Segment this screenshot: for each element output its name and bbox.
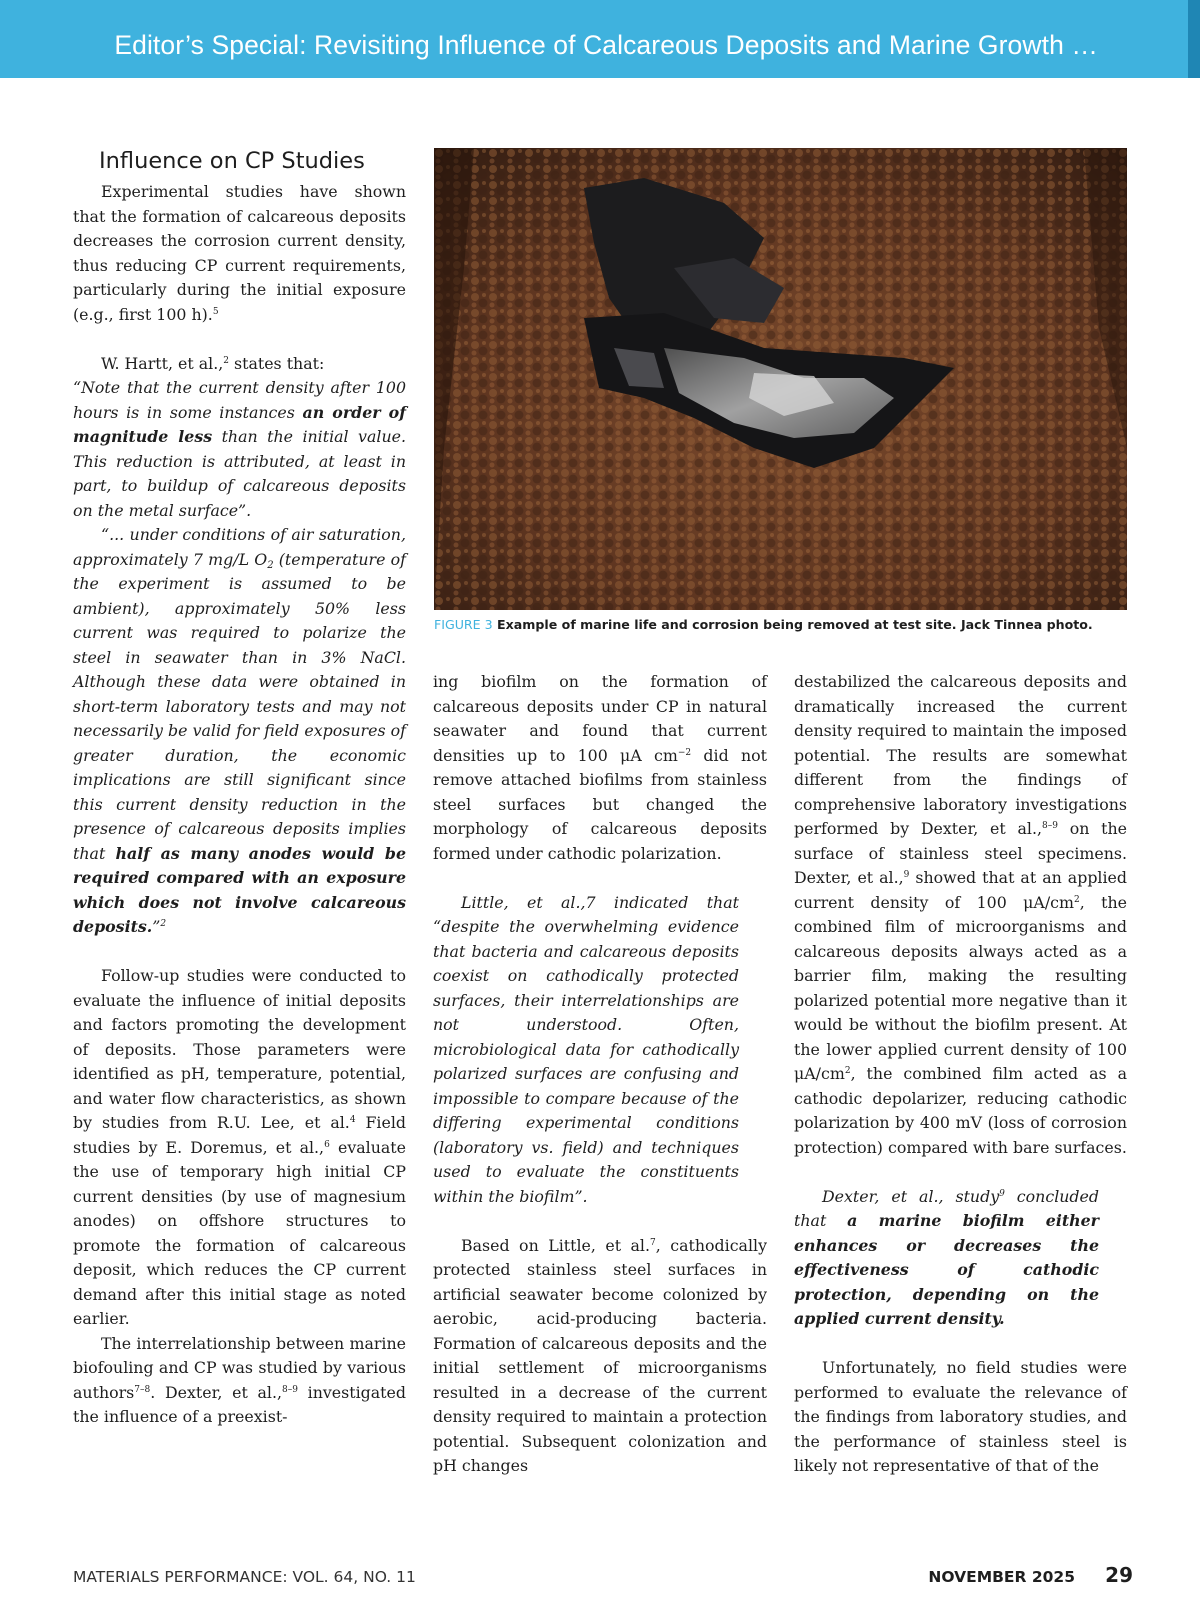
figure-label: FIGURE 3 — [434, 617, 493, 632]
citation-ref: 2 — [160, 919, 167, 929]
section-heading: Influence on CP Studies — [99, 148, 365, 174]
figure-3-photo — [434, 148, 1127, 610]
paragraph-destabilized: destabilized the calcareous deposits and dramatically increased the current density required to maintain the imposed potential. The results are somewhat different from the findings of comprehensive laboratory investigations performed by Dexter, et al.,$^{8-9}$ on the surface of stainless steel specimens. Dexter, et al.,$^9$ showed that at an applied current density of 100 $\mu A/cm^2$, the combined film of microorganisms and calcareous deposits always acted as a barrier film, making the resulting polarized potential more negative than it would be without the biofilm present. At the lower applied current density of 100 $\mu A/cm^2$, the combined film acted as a cathodic depolarizer, reducing cathodic polarization by 400 mV (loss of corrosion protection) compared with bare surfaces. — [794, 672, 1127, 1157]
page-number: 29 — [1105, 1563, 1133, 1587]
quote-intro-hartt: W. Hartt, et al.,$^2$ states that: — [101, 353, 325, 373]
figure-caption — [434, 617, 1127, 632]
citation-ref: 2 — [223, 355, 229, 366]
running-header-title: Editor’s Special: Revisiting Influence of Calcareous Deposits and Marine Growth … — [114, 30, 1098, 60]
column-1 — [73, 180, 406, 1430]
citation-ref: 5 — [212, 306, 219, 317]
column-2 — [433, 670, 767, 1479]
column-3 — [794, 670, 1127, 1479]
paragraph-interrelationship: The interrelationship between marine biofouling and CP was studied by various authors$^{7-8}$. Dexter, et al.,$^{8-9}$ investigated the influence of a preexist- — [73, 1333, 406, 1426]
paragraph-no-field-studies: Unfortunately, no field studies were performed to evaluate the relevance of the findings from laboratory studies, and the performance of stainless steel is likely not representative of that of the — [794, 1358, 1127, 1475]
header-edge-tab — [1188, 0, 1200, 78]
footer-date: NOVEMBER 2025 — [928, 1568, 1075, 1586]
quote-dexter: Dexter, et al., study$^9$ concluded that a marine biofilm either enhances or decreases the effectiveness of cathodic protection, depending on the applied current density. — [794, 1186, 1099, 1328]
footer-journal: MATERIALS PERFORMANCE: VOL. 64, NO. 11 — [73, 1568, 416, 1586]
header-band — [0, 0, 1188, 78]
quote-hartt-1: “Note that the current density after 100 hours is in some instances an order of magnitude less than the initial value. This reduction is attributed, at least in part, to buildup of calcareous deposits on the metal surface”. — [73, 378, 406, 520]
paragraph-little: Based on Little, et al.$^7$, cathodically protected stainless steel surfaces in artificial seawater become colonized by aerobic, acid-producing bacteria. Formation of calcareous deposits and the initial settlement of microorganisms resulted in a decrease of the current density required to maintain a protection potential. Subsequent colonization and pH changes — [433, 1235, 767, 1475]
paragraph-follow-up: Follow-up studies were conducted to evaluate the influence of initial deposits and factors promoting the development of deposits. Those parameters were identified as pH, temperature, potential, and water flow characteristics, as shown by studies from R.U. Lee, et al.$^4$ Field studies by E. Doremus, et al.,$^6$ evaluate the use of temporary high initial CP current densities (by use of magnesium anodes) on offshore structures to promote the formation of calcareous deposit, which reduces the CP current demand after this initial stage as noted earlier. — [73, 966, 406, 1328]
quote-hartt-2: “... under conditions of air saturation, approximately 7 mg/L $O_2$ (temperature of the experiment is assumed to be ambient), approximately 50% less current was required to polarize the steel in seawater than in 3% NaCl. Although these data were obtained in short-term laboratory tests and may not necessarily be valid for field exposures of greater duration, the economic implications are still significant since this current density reduction in the presence of calcareous deposits implies that half as many anodes would be required compared with an exposure which does not involve calcareous deposits.”$^2$ — [73, 525, 406, 936]
figure-caption-text: Example of marine life and corrosion being removed at test site. Jack Tinnea photo. — [492, 617, 1093, 632]
paragraph-intro: Experimental studies have shown that the formation of calcareous deposits decreases the corrosion current density, thus reducing CP current requirements, particularly during the initial exposure (e.g., first 100 h).$^5$ — [73, 182, 406, 324]
paragraph-biofilm: ing biofilm on the formation of calcareous deposits under CP in natural seawater and found that current densities up to 100 μA $cm^{-2}$ did not remove attached biofilms from stainless steel surfaces but changed the morphology of calcareous deposits formed under cathodic polarization. — [433, 672, 767, 863]
quote-little: Little, et al.,7 indicated that “despite the overwhelming evidence that bacteria and calcareous deposits coexist on cathodically protected surfaces, their interrelationships are not understood. Often, microbiological data for cathodically polarized surfaces are confusing and impossible to compare because of the differing experimental conditions (laboratory vs. field) and techniques used to evaluate the constituents within the biofilm”. — [433, 892, 739, 1206]
